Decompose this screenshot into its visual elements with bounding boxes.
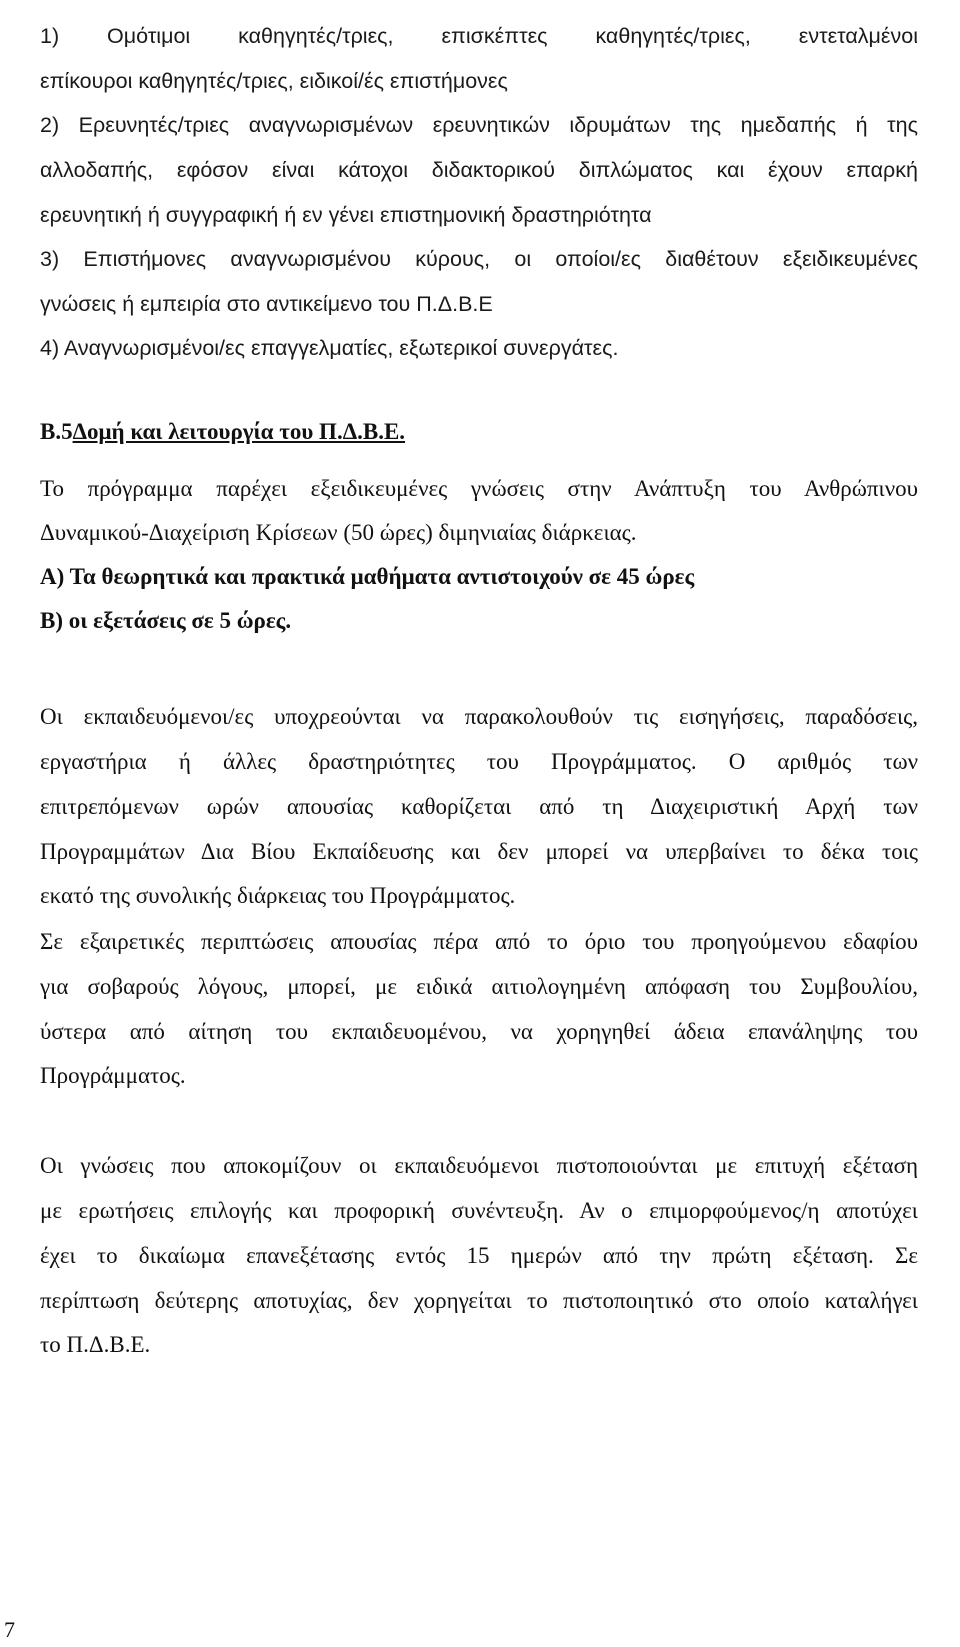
- program-description-paragraph: [40, 466, 918, 643]
- paragraph-line: το Π.Δ.Β.Ε.: [40, 1332, 151, 1357]
- paragraph-line: εκατό της συνολικής διάρκειας του Προγράμματος.: [40, 883, 516, 908]
- list-item-3-line-2: γνώσεις ή εμπειρία στο αντικείμενο του Π.Δ.Β.Ε: [40, 292, 493, 316]
- section-heading: [40, 410, 918, 454]
- certification-paragraph: [40, 1143, 918, 1367]
- paragraph-line: εργαστήρια ή άλλες δραστηριότητες του Προγράμματος. Ο αριθμός των: [40, 749, 918, 774]
- list-item-2-line-3: ερευνητική ή συγγραφική ή εν γένει επιστημονική δραστηριότητα: [40, 203, 652, 227]
- list-item-1-line-1: 1) Ομότιμοι καθηγητές/τριες, επισκέπτες καθηγητές/τριες, εντεταλμένοι: [40, 24, 918, 48]
- paragraph-line: επιτρεπόμενων ωρών απουσίας καθορίζεται από τη Διαχειριστική Αρχή των: [40, 794, 918, 819]
- paragraph-line: Το πρόγραμμα παρέχει εξειδικευμένες γνώσεις στην Ανάπτυξη του Ανθρώπινου: [40, 476, 918, 501]
- absence-exception-paragraph: [40, 919, 918, 1098]
- section-number: Β.5: [40, 419, 73, 444]
- exam-hours-line: Β) οι εξετάσεις σε 5 ώρες.: [40, 608, 292, 633]
- paragraph-line: Δυναμικού-Διαχείριση Κρίσεων (50 ώρες) διμηνιαίας διάρκειας.: [40, 520, 637, 545]
- attendance-paragraph: [40, 694, 918, 918]
- page-number: 7: [4, 1617, 15, 1642]
- theory-hours-line: Α) Τα θεωρητικά και πρακτικά μαθήματα αντιστοιχούν σε 45 ώρες: [40, 564, 695, 589]
- list-item-1-line-2: επίκουροι καθηγητές/τριες, ειδικοί/ές επιστήμονες: [40, 69, 508, 93]
- paragraph-line: Σε εξαιρετικές περιπτώσεις απουσίας πέρα από το όριο του προηγούμενου εδαφίου: [40, 929, 918, 954]
- eligible-instructors-list: [40, 14, 918, 370]
- paragraph-line: περίπτωση δεύτερης αποτυχίας, δεν χορηγείται το πιστοποιητικό στο οποίο καταλήγει: [40, 1288, 918, 1313]
- paragraph-line: Οι εκπαιδευόμενοι/ες υποχρεούνται να παρακολουθούν τις εισηγήσεις, παραδόσεις,: [40, 704, 918, 729]
- section-title: Δομή και λειτουργία του Π.Δ.Β.Ε.: [72, 419, 406, 444]
- paragraph-line: Προγραμμάτων Δια Βίου Εκπαίδευσης και δεν μπορεί να υπερβαίνει το δέκα τοις: [40, 839, 918, 864]
- paragraph-line: Οι γνώσεις που αποκομίζουν οι εκπαιδευόμενοι πιστοποιούνται με επιτυχή εξέταση: [40, 1153, 918, 1178]
- paragraph-line: με ερωτήσεις επιλογής και προφορική συνέντευξη. Αν ο επιμορφούμενος/η αποτύχει: [40, 1198, 918, 1223]
- paragraph-line: Προγράμματος.: [40, 1063, 186, 1088]
- paragraph-line: για σοβαρούς λόγους, μπορεί, με ειδικά αιτιολογημένη απόφαση του Συμβουλίου,: [40, 974, 918, 999]
- paragraph-line: ύστερα από αίτηση του εκπαιδευομένου, να χορηγηθεί άδεια επανάληψης του: [40, 1019, 918, 1044]
- list-item-3-line-1: 3) Επιστήμονες αναγνωρισμένου κύρους, οι οποίοι/ες διαθέτουν εξειδικευμένες: [40, 247, 918, 271]
- paragraph-line: έχει το δικαίωμα επανεξέτασης εντός 15 ημερών από την πρώτη εξέταση. Σε: [40, 1243, 918, 1268]
- list-item-2-line-2: αλλοδαπής, εφόσον είναι κάτοχοι διδακτορικού διπλώματος και έχουν επαρκή: [40, 158, 918, 182]
- list-item-2-line-1: 2) Ερευνητές/τριες αναγνωρισμένων ερευνητικών ιδρυμάτων της ημεδαπής ή της: [40, 113, 918, 137]
- list-item-4-line-1: 4) Αναγνωρισμένοι/ες επαγγελματίες, εξωτερικοί συνεργάτες.: [40, 336, 619, 360]
